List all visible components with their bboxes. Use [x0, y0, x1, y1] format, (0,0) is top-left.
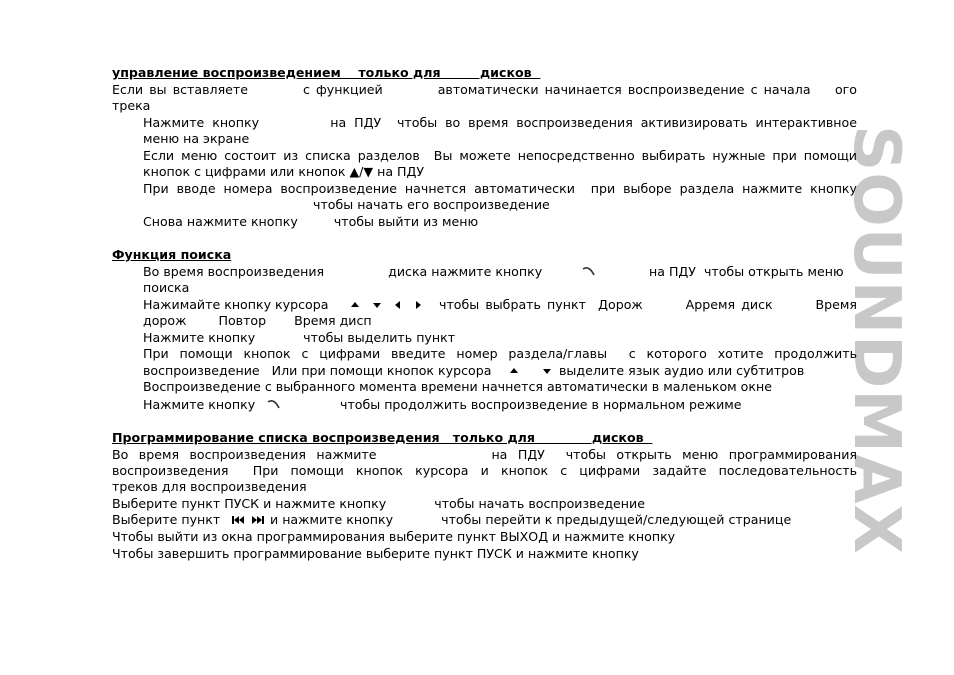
cursor-up-icon: [350, 301, 360, 309]
section1-line3: Нажмите кнопку на ПДУ чтобы во время воспроизведения активизировать интерактивное: [143, 115, 857, 130]
section1-heading: управление воспроизведением только для дисков: [112, 65, 541, 80]
section2-line3a: Нажимайте кнопку курсора: [143, 297, 329, 312]
section2-line6: При помощи кнопок с цифрами введите номер раздела/главы с которого хотите продолжить: [143, 346, 857, 361]
section3-line5b: и нажмите кнопку чтобы перейти к предыдущей/следующей странице: [270, 512, 792, 527]
search-key-icon: [581, 266, 597, 278]
section1-line1: Если вы вставляете с функцией автоматически начинается воспроизведение с начала ого: [112, 82, 857, 97]
section2-heading: Функция поиска: [112, 247, 232, 262]
section2-line3b: чтобы выбрать пункт Дорож Арремя диск Время: [439, 297, 857, 312]
section2-line9a: Нажмите кнопку: [143, 397, 256, 412]
brand-watermark: SOUNDMAX: [839, 124, 913, 555]
section2-line1a: Во время воспроизведения диска нажмите кнопку: [143, 264, 543, 279]
cursor-down-icon: [542, 367, 552, 375]
next-track-icon: [251, 515, 265, 525]
section2-line4: дорож Повтор Время дисп: [143, 313, 372, 328]
section3-heading: Программирование списка воспроизведения только для дисков: [112, 430, 653, 445]
section1-line4: меню на экране: [143, 131, 250, 146]
section3-line5a: Выберите пункт: [112, 512, 221, 527]
prev-track-icon: [231, 515, 245, 525]
cursor-up-icon: [509, 367, 519, 375]
section3-line2: воспроизведения При помощи кнопок курсора и кнопок с цифрами задайте последовательность: [112, 463, 857, 478]
section1-line5: Если меню состоит из списка разделов Вы можете непосредственно выбирать нужные при помощи: [143, 148, 857, 163]
section2-line1b: на ПДУ чтобы открыть меню: [649, 264, 844, 279]
section3-line4: Выберите пункт ПУСК и нажмите кнопку чтобы начать воспроизведение: [112, 496, 645, 511]
section1-line9: Снова нажмите кнопку чтобы выйти из меню: [143, 214, 479, 229]
search-key-icon: [266, 399, 282, 411]
section2-line2: поиска: [143, 280, 190, 295]
cursor-right-icon: [414, 300, 422, 310]
section3-line1: Во время воспроизведения нажмите на ПДУ чтобы открыть меню программирования: [112, 447, 857, 462]
section1-line2: трека: [112, 98, 151, 113]
section1-line8: чтобы начать его воспроизведение: [313, 197, 550, 212]
section2-line9b: чтобы продолжить воспроизведение в нормальном режиме: [340, 397, 742, 412]
cursor-down-icon: [372, 301, 382, 309]
section3-line7: Чтобы завершить программирование выберите пункт ПУСК и нажмите кнопку: [112, 546, 639, 561]
section2-line7a: воспроизведение Или при помощи кнопок курсора: [143, 363, 492, 378]
section2-line7b: выделите язык аудио или субтитров: [559, 363, 805, 378]
cursor-left-icon: [394, 300, 402, 310]
section3-line3: треков для воспроизведения: [112, 479, 307, 494]
section2-line5: Нажмите кнопку чтобы выделить пункт: [143, 330, 456, 345]
section1-line7: При вводе номера воспроизведение начнется автоматически при выборе раздела нажмите кнопку: [143, 181, 857, 196]
section2-line8: Воспроизведение с выбранного момента времени начнется автоматически в маленьком окне: [143, 379, 772, 394]
section1-line6: кнопок с цифрами или кнопок ▲/▼ на ПДУ: [143, 164, 425, 179]
section3-line6: Чтобы выйти из окна программирования выберите пункт ВЫХОД и нажмите кнопку: [112, 529, 676, 544]
